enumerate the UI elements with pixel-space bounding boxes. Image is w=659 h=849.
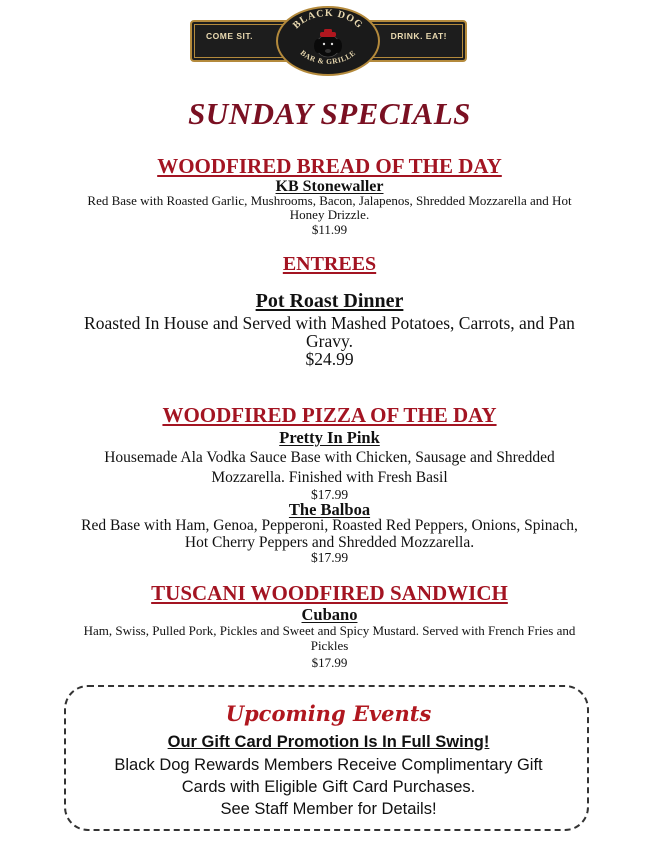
item-desc-line: Ham, Swiss, Pulled Pork, Pickles and Sweet and Spicy Mustard. Served with French Fries and (83, 623, 576, 638)
section-heading-pizza: WOODFIRED PIZZA OF THE DAY (162, 403, 497, 427)
events-line: Cards with Eligible Gift Card Purchases. (181, 778, 476, 796)
section-heading-entrees: ENTREES (282, 253, 377, 275)
section-heading-bread: WOODFIRED BREAD OF THE DAY (157, 154, 502, 178)
item-price: $17.99 (310, 487, 349, 502)
logo-arc-top: BLACK DOG (290, 8, 366, 32)
black-dog-logo (190, 6, 463, 72)
logo-arc-bottom: BAR & GRILLE (298, 48, 358, 66)
item-price: $17.99 (311, 655, 348, 670)
item-name-cubano: Cubano (301, 605, 358, 624)
item-price: $17.99 (310, 550, 349, 565)
logo-right-text: DRINK. EAT! (390, 31, 447, 41)
events-line: Black Dog Rewards Members Receive Complimentary Gift (114, 756, 543, 774)
item-desc-line: Red Base with Roasted Garlic, Mushrooms, Bacon, Jalapenos, Shredded Mozzarella and Hot (87, 193, 572, 208)
upcoming-events-box (64, 685, 589, 831)
logo-left-text: COME SIT. (206, 31, 254, 41)
item-name-pretty-in-pink: Pretty In Pink (279, 428, 380, 447)
item-desc-line: Roasted In House and Served with Mashed Potatoes, Carrots, and Pan (84, 313, 575, 333)
page-title: SUNDAY SPECIALS (188, 96, 471, 131)
item-desc-line: Red Base with Ham, Genoa, Pepperoni, Roasted Red Peppers, Onions, Spinach, (81, 517, 578, 534)
logo-oval (276, 6, 380, 76)
section-heading-sandwich: TUSCANI WOODFIRED SANDWICH (151, 581, 508, 605)
item-desc-line: Housemade Ala Vodka Sauce Base with Chicken, Sausage and Shredded (104, 449, 555, 466)
item-desc-line: Pickles (310, 638, 349, 653)
events-line: See Staff Member for Details! (220, 800, 437, 818)
item-price: $11.99 (311, 222, 348, 237)
item-price: $24.99 (305, 349, 354, 369)
events-subtitle: Our Gift Card Promotion Is In Full Swing! (167, 733, 490, 751)
item-desc-line: Honey Drizzle. (289, 207, 370, 222)
dog-emblem-icon (278, 8, 378, 74)
item-name-kb-stonewaller: KB Stonewaller (275, 178, 384, 195)
item-desc-line: Hot Cherry Peppers and Shredded Mozzarella. (184, 534, 475, 551)
events-title: Upcoming Events (225, 701, 432, 726)
item-name-the-balboa: The Balboa (288, 500, 371, 519)
item-desc-line: Mozzarella. Finished with Fresh Basil (211, 469, 448, 486)
item-desc-line: Gravy. (306, 331, 353, 351)
item-name-pot-roast: Pot Roast Dinner (255, 290, 404, 312)
svg-text:BLACK DOG (291, 8, 365, 31)
